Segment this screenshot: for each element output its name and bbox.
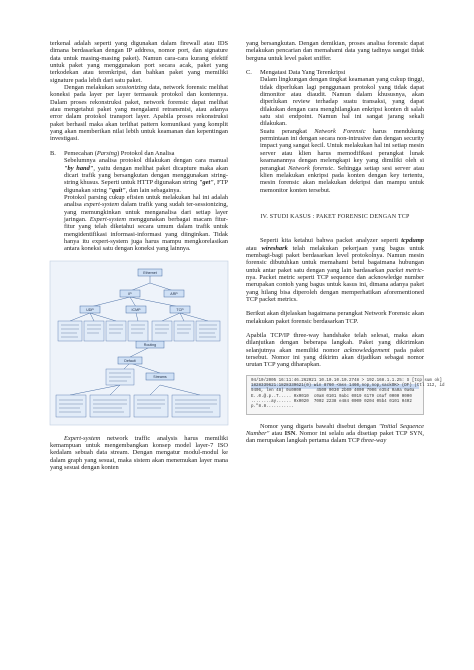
paragraph: Sebelumnya analisa protokol dilakukan dengan cara manual "by hand", yaitu dengan melihat paket dicapture maka akan dicari trafik yang bersangkutan dengan menggunakan string-string khusus. Seperti untuk HTTP digunakan string "get", FTP digunakan string "quit", dan lain sebagainya. — [64, 157, 228, 194]
section-heading-iv: IV. STUDI KASUS : PAKET FORENSIC DENGAN TCP — [260, 213, 410, 220]
paragraph: terkenal adalah seperti yang digunakan dalam firewall atau IDS dimana berdasarkan dengan IP address, nomor port, dan signature data untuk masing-masing paket). Namun cara-cara kurang efektif untuk paket yang menggunakan port secara acak, paket yang terkodekan atau terenkripsi, dan bahkan paket yang memiliki signature pada lebih dari satu paket. — [50, 40, 228, 84]
tcpdump-line: ........ay...... 0x0020 7002 2238 e484 0000 0204 05b4 0101 0402 — [251, 399, 412, 404]
node-arp: ARP — [170, 291, 178, 296]
paragraph: Suatu perangkat Network Forensic harus mendukung permintaan ini dengan secara non-intrusive dan dengan security impact yang sangat kecil. Untuk melakukan hal ini setiap mesin server atau klien harus memodifikasi perangkat lunak keamanannya dengan melengkapi key yang dimiliki oleh si perangkat Network forensic. Sehingga setiap sesi server atau klien melakukan enkripsi pada konten dengan key tertentu, mesin forensic akan melakukan dekripsi dan mampu untuk memonitor konten tersebut. — [260, 127, 425, 194]
paragraph: Dalam lingkungan dengan tingkat keamanan yang cukup tinggi, tidak diperlukan lagi penggunaan protokol yang tidak dapat dimonitor atau diaudit. Namun dalam khususnya, akan diperlukan review terhadap suatu transaksi, yang dapat dilakukan dengan cara menghilangkan enkripsi konten di salah satu sisi endpoint. Namun hal ini sangat jarang sekali dilakukan. — [260, 76, 424, 128]
tcpdump-line: E..0.@.p..T..... 0x0010 c0a8 0101 0abc 0019 6179 c6af 0000 0000 — [251, 394, 412, 399]
tcpdump-line: p."8.8........... — [251, 405, 294, 410]
paragraph: Protokol parsing cukup efisien untuk melakukan hal ini adalah analisa expert-system dalam trafik yang sudah ter-sessionizing, yang memungkinkan untuk menganalisa dari setiap layer jaringan. Expert-system menggunakan berbagai macam fitur-fitur yang telah diketahui secara umum dalam trafik untuk mengidentifikasi informasi-informasi yang diinginkan. Tidak hanya itu expert-system juga harus mampu mengkorelasikan antara koneksi satu dengan koneksi yang lainnya. — [64, 193, 228, 253]
node-udp: UDP — [86, 307, 94, 312]
protocol-graph-figure — [50, 261, 228, 425]
paragraph: Seperti kita ketahui bahwa packet analyzer seperti tcpdump atau wireshark telah melakukan pekerjaan yang bagus untuk membagi-bagi paket berdasarkan level protokolnya. Namun mesin forensic dibutuhkan untuk memahami betul bagaimana hubungan untuk antar paket satu dengan yang lain bardasarkan packet metric-nya. Packet metric seperti TCP sequence dan acknowledge number merupakan contoh yang bagus untuk kasus ini, dimana adanya paket yang hilang bisa diperoleh dengan memperhatikan aforementioned TCP packet metrics. — [246, 237, 424, 303]
node-ip: IP — [128, 291, 132, 296]
paragraph: yang bersangkutan. Dengan demikian, proses analisa forensic dapat melakukan pencarian dan memahami data yang tadinya sangat tidak berguna untuk level paket sniffer. — [246, 40, 424, 62]
node-tcp: TCP — [176, 307, 184, 312]
tcpdump-line: 1828339621:1828339621(0) win 8760 <mss 1460,nop,nop,sackOK> (DF) (ttl 112, id — [251, 384, 445, 389]
paragraph: Nomor yang digaris bawahi disebut dengan "Initial Sequence Number" atau ISN. Nomor ini selalu ada disetiap paket TCP SYN, dan merupakan langkah pertama dalam TCP three-way — [246, 422, 424, 445]
section-heading-b: B. Pemecahan (Parsing) Protokol dan Analisa — [50, 149, 175, 157]
paragraph: Expert-system network traffic analysis harus memiliki kemampuan untuk mengembangkan konsep model layer-7 ISO kedalam sebuah data stream. Dengan mengatur modul-modul ke dalam graph yang sesuai, maka sistem akan menemukan layer mana yang sesuai dengan konten — [50, 434, 228, 471]
left-column — [50, 40, 228, 471]
paragraph: Berikut akan dijelaskan bagaimana perangkat Network Forensic akan melakukan paket forensic berdasarkan TCP. — [246, 310, 424, 325]
node-ethernet: Ethernet — [143, 270, 157, 275]
paragraph: Apabila TCP/IP three-way handshake telah selesai, maka akan dilanjutkan dengan beberapa langkah. Paket yang dikirimkan selanjutnya akan memiliki nomor acknowledgement pada paket tersebut. Nomor ini yang dikirim akan dijadikan sebagai nomor urutan TCP yang diharapkan. — [246, 332, 424, 369]
right-column — [246, 40, 445, 445]
node-streams: Streams — [153, 374, 167, 379]
node-icmp: ICMP — [131, 307, 141, 312]
node-default: Default — [124, 358, 136, 363]
paragraph: Dengan melakukan sessionizing data, network forensic melihat koneksi pada layer per layer termasuk protokol dan kontennya. Dalam proses rekonstruksi paket, network forensic dapat melihat atau mengetahui paket yang mengalami retransmisi, atau adanya error dalam protokol transport layer. Apabila proses rekonstruksi paket berhasil maka akan terlihat pattern komunikasi yang komplit yang akan memberikan nilai lebih untuk keamanan dan kepentingan investigasi. — [50, 84, 228, 143]
tcpdump-line: 04/10/2005 16:11:46.262021 10.10.10.10.2748 > 192.168.1.1.25: S [tcp sum ok] — [251, 378, 442, 383]
node-routing: Routing — [143, 342, 157, 347]
tcpdump-output — [246, 375, 445, 415]
tcpdump-line: 9406, len 48) 0x0000 4500 0030 2b00 4000 7006 e354 0a0a 0a0a — [251, 389, 415, 394]
section-heading-c: C. Mengatasi Data Yang Terenkripsi — [246, 69, 346, 77]
protocol-graph — [50, 261, 228, 425]
